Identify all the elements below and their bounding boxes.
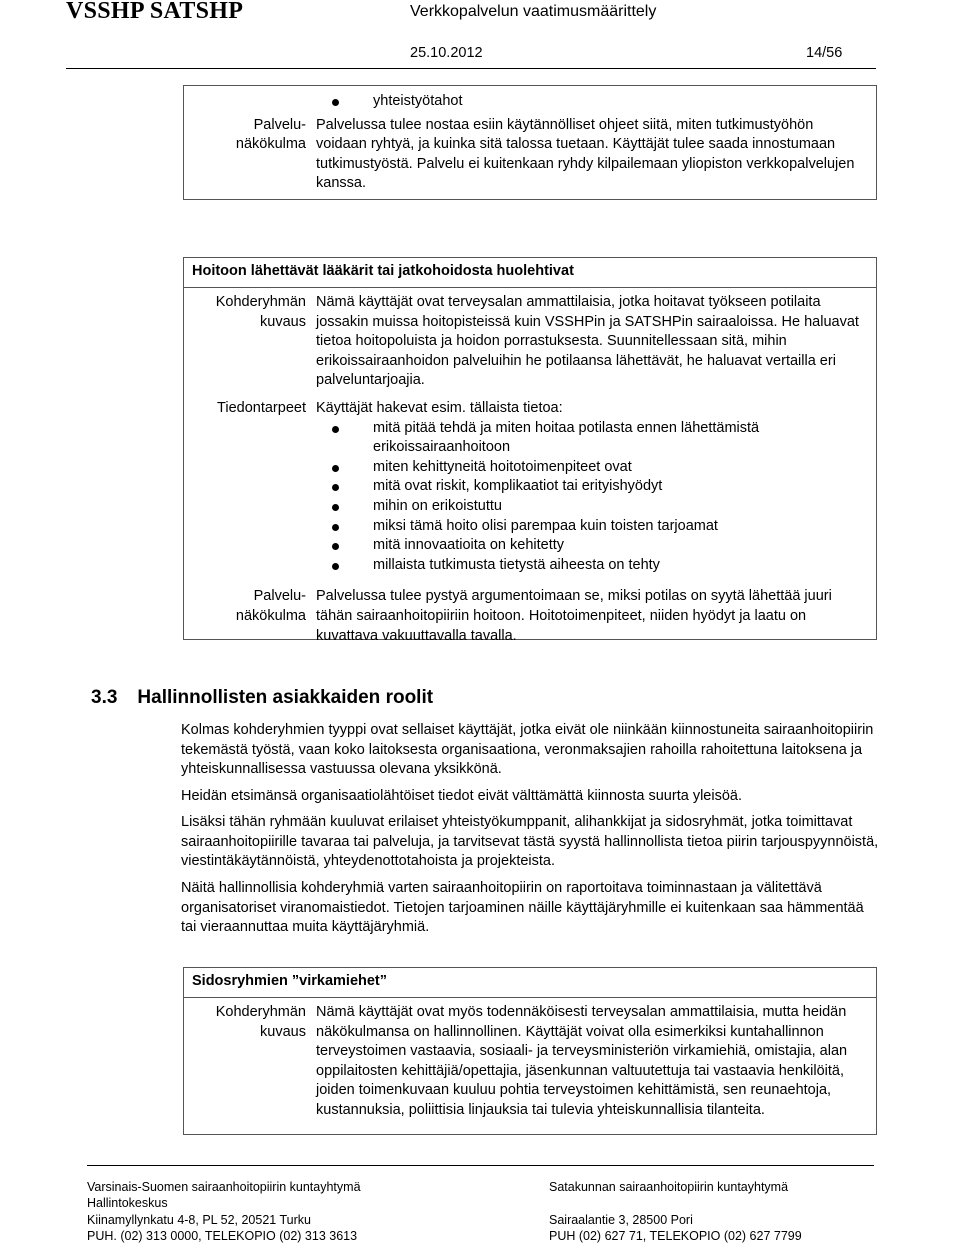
row-label-target-description: Kohderyhmän kuvaus xyxy=(215,1004,306,1040)
header-divider xyxy=(66,68,876,69)
paragraph: Lisäksi tähän ryhmään kuuluvat erilaiset yhteistyökumppanit, alihankkijat ja sidosryhmät, jotka toimittavat sairaanhoitopiirille tavaraa tai palveluja, ja tarvitsevat tästä syystä hallinnollista tietoa piirin tarjouspyynnöistä, viestintäkäytännöistä, yhteydenottotahoista ja projekteista. xyxy=(181,814,879,870)
paragraph: Kolmas kohderyhmien tyyppi ovat sellaiset käyttäjät, jotka eivät ole niinkään kiinnostuneita sairaanhoitopiirin tekemästä työstä, vaan koko laitoksesta organisaationa, veronmaksajien rahoilla rahoitettuna laitoksena ja yhteiskunnallisessa vastuussa olevana yksikkönä. xyxy=(181,722,874,778)
logo: VSSHP SATSHP xyxy=(66,0,244,24)
document-date: 25.10.2012 xyxy=(410,45,483,61)
row-label-service-view: Palvelu- näkökulma xyxy=(235,588,306,624)
service-view-text: Palvelussa tulee nostaa esiin käytännölliset ohjeet siitä, miten tutkimustyöhön voidaan ryhtyä, ja kuinka sitä talossa tuetaan. Käyttäjät tulee saada innostumaan tutkimustyöstä. Palvelu ei kuitenkaan ryhdy kilpailemaan yliopiston verkkopalvelujen kanssa. xyxy=(316,116,855,192)
row-label-target-description: Kohderyhmän kuvaus xyxy=(215,294,306,330)
footer-unit: Hallintokeskus xyxy=(87,1196,168,1211)
information-needs-intro: Käyttäjät hakevat esim. tällaista tietoa: xyxy=(316,399,563,416)
row-label-information-needs: Tiedontarpeet xyxy=(217,399,306,416)
page-number: 14/56 xyxy=(806,45,843,61)
paragraph: Heidän etsimänsä organisaatiolähtöiset tiedot eivät välttämättä kiinnosta suurta yleisöä. xyxy=(181,788,742,804)
footer-left xyxy=(87,1179,361,1244)
list-item: mitä innovaatioita on kehitetty xyxy=(316,536,868,556)
bullet-list xyxy=(316,92,868,112)
service-view-text: Palvelussa tulee pystyä argumentoimaan se, miksi potilas on syytä lähettää juuri tähän sairaanhoitopiiriin hoitoon. Hoitotoimenpiteet, niiden hyödyt ja laatu on kuvattava vakuuttavalla tavalla. xyxy=(316,588,832,644)
row-label-service-view: Palvelu- näkökulma xyxy=(235,116,306,153)
footer-org: Satakunnan sairaanhoitopiirin kuntayhtymä xyxy=(549,1180,789,1194)
document-title: Verkkopalvelun vaatimusmäärittely xyxy=(410,3,657,20)
list-item: miten kehittyneitä hoitotoimenpiteet ovat xyxy=(316,458,868,478)
table-referring-physicians xyxy=(183,257,877,644)
list-item: millaista tutkimusta tietystä aiheesta on tehty xyxy=(316,556,868,576)
list-item: mitä pitää tehdä ja miten hoitaa potilasta ennen lähettämistä erikoissairaanhoitoon xyxy=(316,419,868,458)
table-stakeholder-officials xyxy=(183,967,877,1135)
footer-phone: PUH (02) 627 71, TELEKOPIO (02) 627 7799 xyxy=(549,1228,802,1243)
target-description-text: Nämä käyttäjät ovat terveysalan ammattilaisia, jotka hoitavat työkseen potilaita jossakin muissa hoitopisteissä kuin VSSHPin ja SATSHPin sairaaloissa. He haluavat tietoa hoitopoluista ja hoidon porrastuksesta. Suunnitellessaan sitä, mihin erikoissairaanhoidon palveluihin he potilaansa lähettävät, he haluavat vertailla eri palveluntarjoajia. xyxy=(316,294,859,389)
footer-phone: PUH. (02) 313 0000, TELEKOPIO (02) 313 3613 xyxy=(87,1228,358,1243)
table-title: Hoitoon lähettävät lääkärit tai jatkohoidosta huolehtivat xyxy=(184,258,876,288)
footer-address: Kiinamyllynkatu 4-8, PL 52, 20521 Turku xyxy=(87,1212,311,1227)
list-item: mihin on erikoistuttu xyxy=(316,497,868,517)
table-researchers-continued xyxy=(183,85,877,200)
footer-right xyxy=(549,1179,802,1244)
list-item: yhteistyötahot xyxy=(316,92,868,112)
information-needs-list xyxy=(316,419,868,576)
list-item: miksi tämä hoito olisi parempaa kuin toisten tarjoamat xyxy=(316,517,868,537)
footer-divider xyxy=(87,1165,874,1166)
list-item: mitä ovat riskit, komplikaatiot tai erityishyödyt xyxy=(316,477,868,497)
target-description-text: Nämä käyttäjät ovat myös todennäköisesti terveysalan ammattilaisia, mutta heidän näkökulmansa on hallinnollinen. Käyttäjät voivat olla esimerkiksi kuntahallinnon terveystoimen vastaavia, sosiaali- ja terveysministeriön virkamiehiä, omistajia, alan oppilaitosten kehittäjiä/opettajia, jäsenkunnan valtuutettuja tai vastaavia henkilöitä, joiden toimenkuvaan kuuluu pohtia terveystoimen kehittämistä, sen reunaehtoja, kustannuksia, poliittisia linjauksia tai tulevia yhteiskunnallisia tilanteita. xyxy=(316,1004,848,1118)
footer-address: Sairaalantie 3, 28500 Pori xyxy=(549,1212,693,1227)
paragraph: Näitä hallinnollisia kohderyhmiä varten sairaanhoitopiirin on raportoitava toiminnastaan ja välitettävä organisatoriset viranomaistiedot. Tietojen tarjoaminen näille käyttäjäryhmille ei kuitenkaan saa hämmentää tai vieraannuttaa muita käyttäjäryhmiä. xyxy=(181,880,864,936)
section-number: 3.3 xyxy=(91,687,118,708)
table-title: Sidosryhmien ”virkamiehet” xyxy=(184,968,876,998)
section-heading xyxy=(91,687,433,709)
footer-org: Varsinais-Suomen sairaanhoitopiirin kuntayhtymä xyxy=(87,1180,361,1194)
section-title: Hallinnollisten asiakkaiden roolit xyxy=(137,687,434,708)
